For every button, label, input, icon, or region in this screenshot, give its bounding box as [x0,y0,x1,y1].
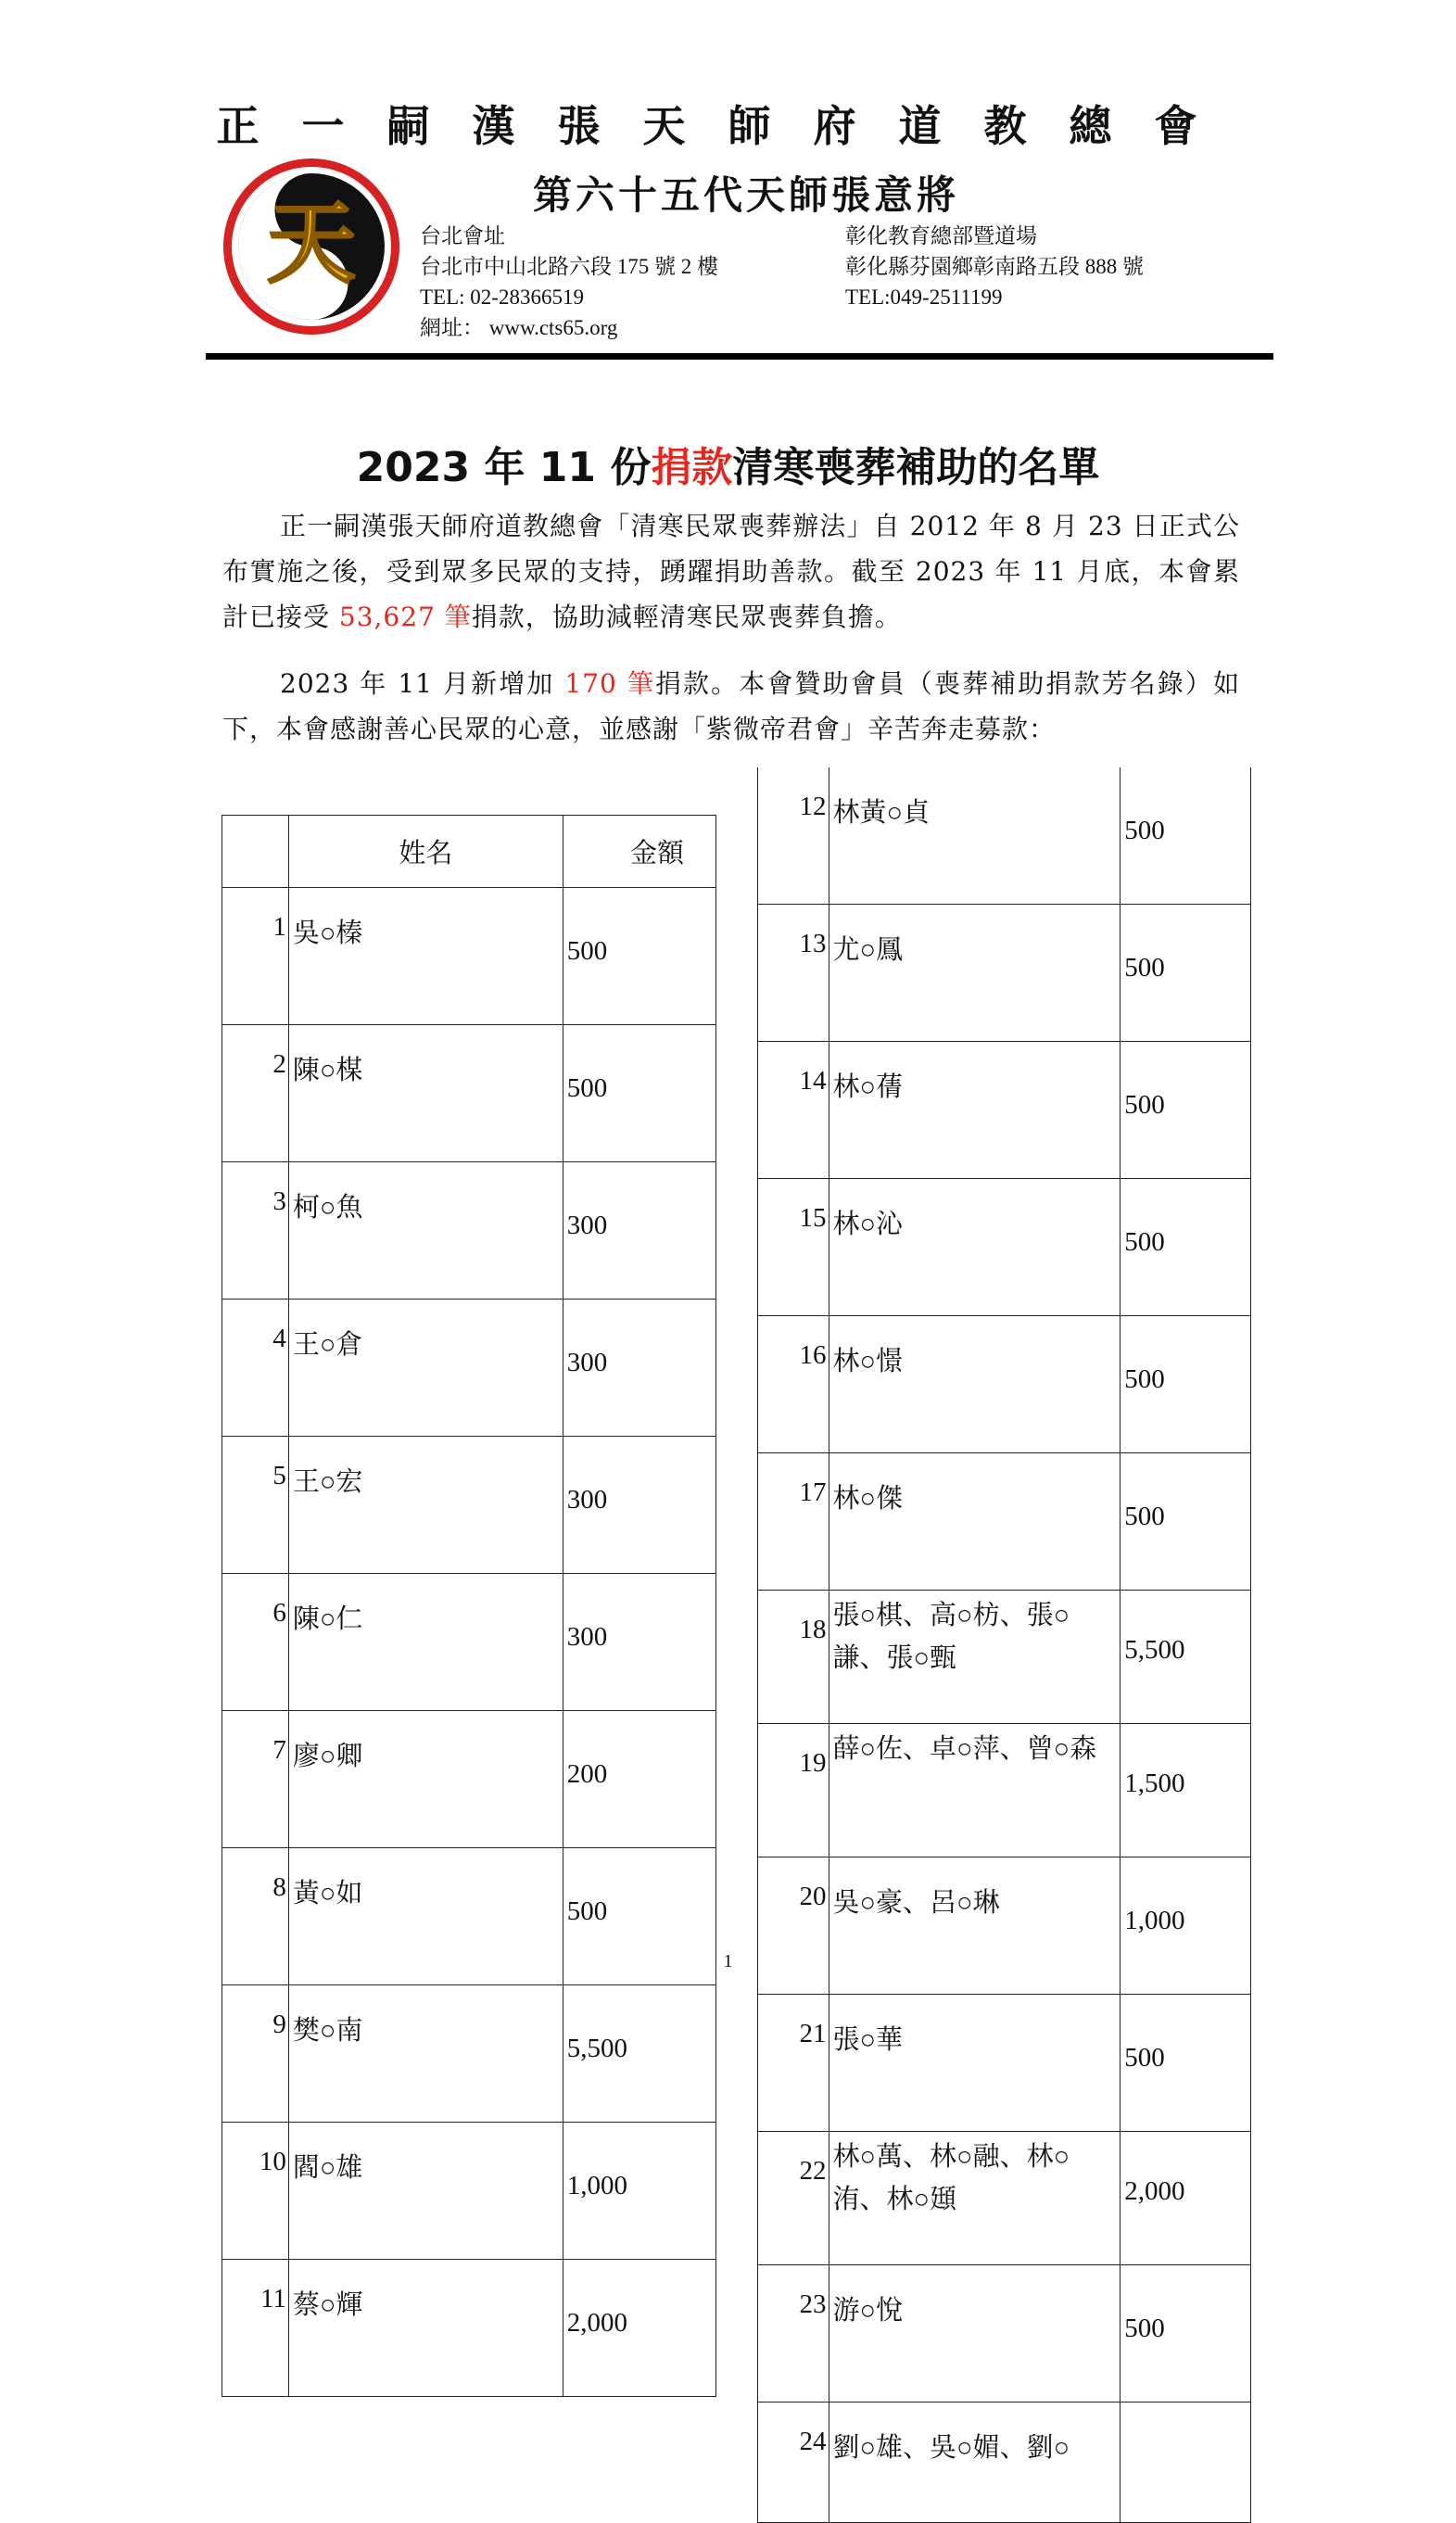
changhua-address: 彰化縣芬園鄉彰南路五段 888 號 [845,255,1144,278]
table-row [222,2123,716,2260]
donor-name: 王○倉 [288,1300,563,1437]
donor-name: 林○憬 [829,1316,1120,1453]
donation-amount: 1,000 [563,2123,715,2260]
donation-amount: 300 [563,1574,715,1711]
donation-amount: 500 [1120,767,1251,905]
table-header-row [222,816,716,888]
donor-name: 陳○楳 [288,1025,563,1162]
taipei-address: 台北市中山北路六段 175 號 2 樓 [420,255,718,278]
donor-name: 林○萬、林○融、林○洧、林○頲 [829,2132,1120,2265]
table-row [222,2260,716,2397]
monthly-count: 170 筆 [564,668,655,699]
donation-amount: 500 [1120,1453,1251,1591]
donor-name: 蔡○輝 [288,2260,563,2397]
row-number: 13 [758,905,829,1042]
row-number: 20 [758,1857,829,1995]
document-title [0,434,1456,493]
table-row [222,1574,716,1711]
row-number: 3 [222,1162,289,1300]
table-row [758,1724,1251,1857]
table-row [758,1995,1251,2132]
taipei-website: 網址： www.cts65.org [420,316,618,339]
donor-name: 薛○佐、卓○萍、曾○森 [829,1724,1120,1857]
page-number: 1 [723,1951,733,1971]
table-row [758,1179,1251,1316]
donor-name: 黃○如 [288,1848,563,1985]
donation-amount: 5,500 [563,1985,715,2123]
donor-table-right [757,767,1251,2523]
row-number: 18 [758,1591,829,1724]
donation-amount: 5,500 [1120,1591,1251,1724]
donor-name: 林○傑 [829,1453,1120,1591]
row-number: 17 [758,1453,829,1591]
row-number: 2 [222,1025,289,1162]
donation-amount: 500 [1120,1179,1251,1316]
yin-yang-logo [221,156,402,337]
donor-table-left [222,815,716,2397]
donation-amount: 500 [1120,2265,1251,2403]
table-row [222,1025,716,1162]
row-number: 14 [758,1042,829,1179]
row-number: 4 [222,1300,289,1437]
logo-character: 天 [267,191,356,296]
taipei-address-block [420,221,718,343]
monthly-paragraph [222,661,1240,752]
donation-amount: 200 [563,1711,715,1848]
donation-amount [1120,2403,1251,2523]
donation-amount: 1,000 [1120,1857,1251,1995]
donor-name: 林○沁 [829,1179,1120,1316]
intro-text-b: 捐款，協助減輕清寒民眾喪葬負擔。 [471,602,902,632]
donor-name: 張○華 [829,1995,1120,2132]
donor-name: 吳○榛 [288,888,563,1025]
row-number: 19 [758,1724,829,1857]
table-row [758,1453,1251,1591]
donation-amount: 300 [563,1300,715,1437]
header-name: 姓名 [288,816,563,888]
row-number: 16 [758,1316,829,1453]
table-row [758,2132,1251,2265]
donation-amount: 2,000 [563,2260,715,2397]
table-row [758,2403,1251,2523]
table-row [758,2265,1251,2403]
changhua-label: 彰化教育總部暨道場 [845,224,1037,247]
title-part-1: 2023 年 11 份 [356,444,652,491]
donation-amount: 500 [1120,1995,1251,2132]
row-number: 1 [222,888,289,1025]
table-row [758,1857,1251,1995]
header-divider [206,353,1273,360]
donor-name: 陳○仁 [288,1574,563,1711]
table-row [222,1162,716,1300]
header-amount: 金額 [563,816,715,888]
donor-name: 游○悅 [829,2265,1120,2403]
donor-name: 張○棋、高○枋、張○謙、張○甄 [829,1591,1120,1724]
row-number: 15 [758,1179,829,1316]
monthly-text-a: 2023 年 11 月新增加 [280,668,565,699]
table-row [758,767,1251,905]
row-number: 8 [222,1848,289,1985]
row-number: 5 [222,1437,289,1574]
donation-amount: 500 [1120,905,1251,1042]
donor-name: 吳○豪、呂○琳 [829,1857,1120,1995]
donation-amount: 300 [563,1437,715,1574]
donor-name: 柯○魚 [288,1162,563,1300]
donor-name: 樊○南 [288,1985,563,2123]
donor-name: 廖○卿 [288,1711,563,1848]
total-count: 53,627 筆 [338,602,472,632]
donation-amount: 300 [563,1162,715,1300]
donation-amount: 500 [1120,1316,1251,1453]
changhua-address-block [845,221,1144,312]
donation-amount: 500 [563,888,715,1025]
intro-paragraph [222,503,1240,640]
donation-amount: 1,500 [1120,1724,1251,1857]
donor-name: 林○蒨 [829,1042,1120,1179]
row-number: 6 [222,1574,289,1711]
donation-amount: 500 [563,1848,715,1985]
title-part-2: 清寒喪葬補助的名單 [732,444,1100,491]
organization-name: 正一嗣漢張天師府道教總會 [216,101,1240,151]
row-number: 10 [222,2123,289,2260]
row-number: 7 [222,1711,289,1848]
taipei-label: 台北會址 [420,224,505,247]
row-number: 21 [758,1995,829,2132]
row-number: 11 [222,2260,289,2397]
intro-text-a: 正一嗣漢張天師府道教總會「清寒民眾喪葬辦法」自 2012 年 8 月 23 日正式公布實施之後，受到眾多民眾的支持，踴躍捐助善款。截至 2023 年 11 月底，本會累計已接受 [222,511,1240,632]
row-number: 12 [758,767,829,905]
table-row [758,1042,1251,1179]
row-number: 22 [758,2132,829,2265]
table-row [222,1711,716,1848]
table-row [222,1300,716,1437]
donor-name: 劉○雄、吳○媚、劉○ [829,2403,1120,2523]
row-number: 24 [758,2403,829,2523]
monthly-text-b: 捐款。本會贊助會員（喪葬補助捐款芳名錄）如下，本會感謝善心民眾的心意，並感謝「紫微帝君會」辛苦奔走募款： [222,668,1240,744]
donor-name: 林黃○貞 [829,767,1120,905]
celestial-master-title: 第六十五代天師張意將 [533,172,960,218]
header-no [222,816,289,888]
changhua-tel: TEL:049-2511199 [845,285,1003,309]
title-highlight: 捐款 [651,444,733,491]
table-row [758,1316,1251,1453]
taipei-tel: TEL: 02-28366519 [420,285,584,309]
donor-name: 王○宏 [288,1437,563,1574]
table-row [222,888,716,1025]
donation-amount: 500 [563,1025,715,1162]
donor-name: 閻○雄 [288,2123,563,2260]
donation-amount: 2,000 [1120,2132,1251,2265]
table-row [758,905,1251,1042]
donor-name: 尤○鳳 [829,905,1120,1042]
row-number: 9 [222,1985,289,2123]
table-row [222,1437,716,1574]
table-row [222,1985,716,2123]
donation-amount: 500 [1120,1042,1251,1179]
row-number: 23 [758,2265,829,2403]
table-row [758,1591,1251,1724]
